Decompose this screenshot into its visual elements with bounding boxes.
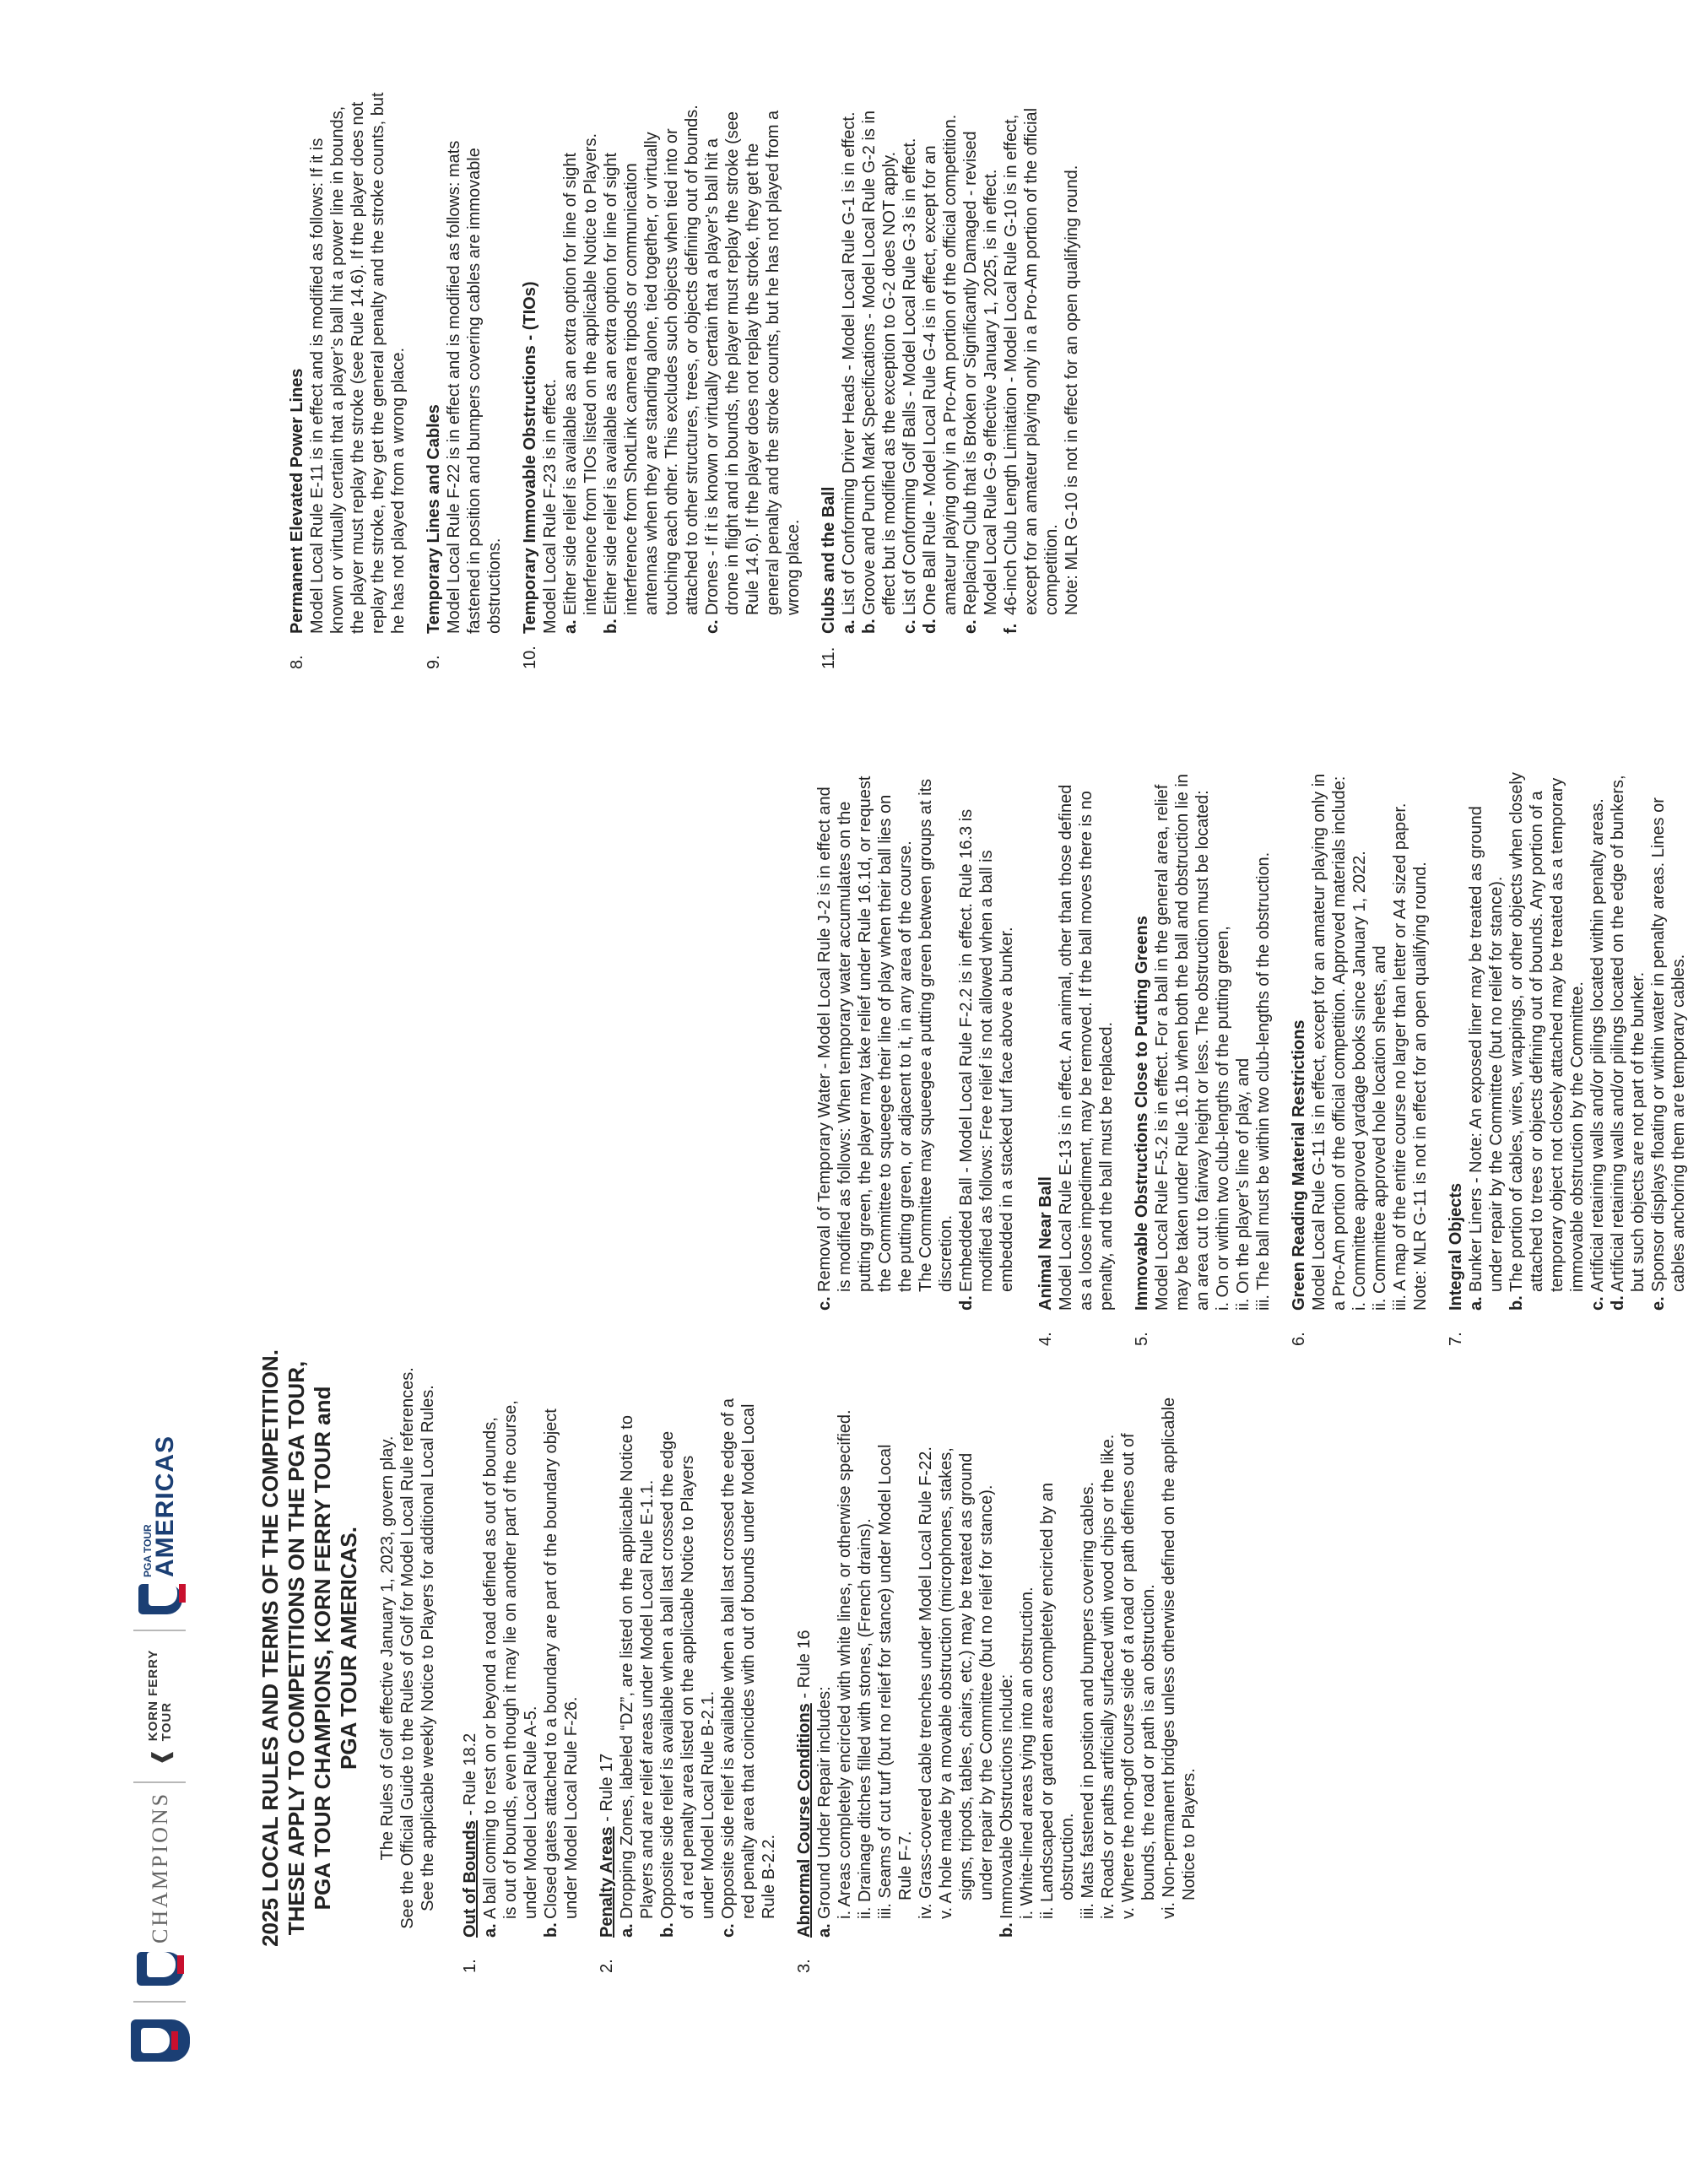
text-line: effect but is modified as the exception to G-2 does NOT apply.	[880, 151, 899, 615]
text-line: temporary object not closely attached may be treated as a temporary	[1548, 777, 1566, 1292]
rule-item-a	[480, 1323, 541, 1938]
rule-item-b	[997, 1323, 1199, 1938]
text-block	[597, 1323, 779, 1938]
text-line: b.	[998, 1922, 1016, 1938]
text-block	[601, 105, 702, 615]
text-line: may be taken under Rule 16.1b when both the ball and obstruction lie in	[1173, 774, 1192, 1311]
text-line: THESE APPLY TO COMPETITIONS ON THE PGA TOUR,	[284, 1360, 309, 1936]
text-line: The Committee may squeegee a putting green between groups at its	[917, 778, 935, 1292]
text-line: b.	[542, 1922, 560, 1938]
text-line: Rule F-7.	[896, 1830, 915, 1900]
text-line: Closed gates attached to a boundary are part of the boundary object	[542, 1408, 560, 1919]
text-line: the player must replay the stroke (see Rule 14.6). If the player does not	[349, 101, 367, 634]
text-block	[819, 0, 1082, 634]
section-animal-near-ball	[1036, 682, 1117, 1346]
text-block	[997, 1397, 1199, 1919]
text-line: Dropping Zones, labeled “DZ”, are listed on the applicable Notice to	[618, 1415, 636, 1919]
text-block	[814, 1409, 997, 1919]
text-line: v. A hole made by a movable obstruction (microphones, stakes,	[937, 1447, 955, 1919]
text-line: TOUR	[160, 1701, 174, 1742]
document-title	[0, 1323, 362, 1973]
section-heading: Clubs and the Ball	[820, 486, 838, 634]
text-line: Model Local Rule G-11 is in effect, except for an amateur playing only in	[1310, 773, 1328, 1311]
section-number: 4.	[1036, 1332, 1055, 1346]
text-line: replay the stroke, they get the general penalty and the stroke counts, but	[369, 92, 387, 634]
text-block	[702, 111, 803, 615]
text-line: c.	[719, 1923, 738, 1938]
text-line: Model Local Rule E-13 is in effect. An animal, other than those defined	[1057, 784, 1075, 1311]
section-heading: Temporary Immovable Obstructions - (TIOs)	[521, 281, 539, 634]
rule-item-b	[601, 0, 702, 634]
text-block	[541, 1408, 582, 1919]
section-temporary-lines-and-cables	[424, 0, 505, 669]
text-line: The Rules of Golf effective January 1, 2023, govern play.	[378, 1435, 397, 1861]
text-line: Drones - If it is known or virtually certain that a player’s ball hit a	[703, 138, 722, 615]
section-immovable-obstructions-putting-greens	[1132, 682, 1274, 1346]
text-line: - Rule 17	[598, 1753, 616, 1827]
text-line: under Model Local Rule A-5.	[522, 1706, 540, 1919]
section-heading: Animal Near Ball	[1036, 1176, 1055, 1311]
section-penalty-areas	[597, 1323, 779, 1973]
text-block	[956, 809, 1017, 1292]
text-block	[1001, 108, 1082, 615]
text-block	[1036, 682, 1117, 1311]
text-block	[859, 111, 900, 615]
korn-ferry-mark-icon: ❰	[147, 1748, 173, 1766]
text-block	[1648, 797, 1688, 1292]
text-block	[460, 1323, 582, 1938]
text-line: antennas when they are standing alone, tied together, or virtually	[642, 132, 661, 615]
text-line: Immovable Obstructions include:	[998, 1673, 1016, 1919]
text-line: c.	[815, 1296, 834, 1311]
section-heading: Penalty Areas	[598, 1826, 616, 1938]
rule-item-a	[560, 0, 601, 634]
section-number: 6.	[1290, 1332, 1308, 1346]
text-line: 2025 LOCAL RULES AND TERMS OF THE COMPETITION.	[257, 1349, 283, 1947]
text-line: immovable obstruction by the Committee.	[1568, 981, 1587, 1292]
text-line: is out of bounds, even though it may lie on another part of the course,	[501, 1400, 520, 1919]
section-number: 11.	[820, 646, 838, 669]
text-line: interference from ShotLink camera tripods or communication	[622, 163, 641, 615]
text-line: a.	[1467, 1296, 1485, 1311]
text-line: i. On or within two club-lengths of the putting green,	[1214, 926, 1232, 1311]
text-line: Artificial retaining walls and/or pilings located on the edge of bunkers,	[1609, 775, 1627, 1292]
section-integral-objects	[1446, 682, 1688, 1346]
rule-item-c	[814, 682, 956, 1311]
text-line: ii. Committee approved hole location sheets, and	[1371, 945, 1389, 1311]
section-heading: Permanent Elevated Power Lines	[288, 368, 306, 634]
rule-item-e	[1648, 682, 1688, 1311]
text-line: List of Conforming Driver Heads - Model Local Rule G-1 is in effect.	[840, 111, 858, 615]
text-line: a Pro-Am portion of the official competition. Approved materials include:	[1330, 776, 1349, 1311]
text-block	[560, 133, 601, 615]
text-line: red penalty area that coincides with out of bounds under Model Local	[739, 1403, 758, 1919]
text-line: discretion.	[937, 1214, 955, 1292]
rule-item-d	[1608, 682, 1648, 1311]
text-line: wrong place.	[784, 519, 803, 615]
column-left	[0, 1323, 1215, 1973]
text-line: PGA TOUR CHAMPIONS, KORN FERRY TOUR and	[310, 1386, 335, 1911]
section-heading: Immovable Obstructions Close to Putting Greens	[1133, 916, 1151, 1311]
rule-item-c	[718, 1323, 779, 1938]
text-line: - Rule 18.2	[461, 1733, 479, 1821]
text-line: Note: MLR G-10 is not in effect for an open qualifying round.	[1063, 165, 1081, 615]
section-abnormal-course-conditions	[794, 1323, 1199, 1973]
rule-item-d	[920, 0, 960, 634]
text-block	[900, 138, 920, 615]
text-line: The portion of cables, wires, wrappings, or other objects when closely	[1507, 772, 1526, 1292]
text-line: but such objects are not part of the bunker.	[1629, 971, 1647, 1292]
text-line: Rule B-2.2.	[760, 1834, 778, 1919]
text-block	[920, 115, 960, 615]
text-line: PGA TOUR AMERICAS.	[336, 1527, 361, 1770]
text-line: ii. On the player’s line of play, and	[1234, 1057, 1252, 1311]
rule-item-b	[1507, 682, 1588, 1311]
text-line: See the applicable weekly Notice to Players for additional Local Rules.	[419, 1385, 437, 1911]
text-line: i. White-lined areas tying into an obstruction.	[1018, 1587, 1036, 1919]
text-line: general penalty and the stroke counts, but he has not played from a	[764, 110, 782, 615]
text-line: a.	[481, 1923, 500, 1938]
text-line: is modified as follows: When temporary water accumulates on the	[836, 801, 854, 1292]
section-number: 7.	[1447, 1332, 1465, 1346]
section-number: 10.	[521, 646, 539, 669]
text-line: Model Local Rule F-22 is in effect and is modified as follows: mats	[445, 140, 463, 634]
text-line: iii. The ball must be within two club-lengths of the obstruction.	[1254, 851, 1273, 1311]
section-permanent-elevated-power-lines	[287, 0, 408, 669]
text-block	[1466, 806, 1507, 1292]
rule-item-c	[900, 0, 920, 634]
text-line: Players and are relief areas under Model Local Rule E-1.1.	[638, 1479, 657, 1919]
logo-divider	[133, 2001, 186, 2003]
text-line: i. Areas completely encircled with white lines, or otherwise specified.	[836, 1409, 854, 1919]
text-line: d.	[921, 619, 939, 634]
column-right	[0, 0, 1097, 669]
rule-item-b	[657, 1323, 718, 1938]
text-line: 46-inch Club Length Limitation - Model Local Rule G-10 is in effect,	[1002, 114, 1020, 615]
text-line: putting green, the player may take relief under Rule 16.1d, or request	[856, 776, 874, 1292]
text-line: drone in flight and in bounds, the player must replay the stroke (see	[723, 111, 742, 615]
text-line: Opposite side relief is available when a ball last crossed the edge	[658, 1430, 677, 1919]
text-line: iii. Seams of cut turf (but no relief for stance) under Model Local	[876, 1444, 895, 1919]
text-line: Model Local Rule F-23 is in effect.	[541, 378, 560, 634]
text-line: Replacing Club that is Broken or Significantly Damaged - revised	[961, 131, 980, 615]
text-line: b.	[602, 619, 620, 634]
section-out-of-bounds	[460, 1323, 582, 1973]
text-line: touching each other. This excludes such objects when tied into or	[663, 128, 681, 615]
rule-item-e	[960, 0, 1001, 634]
text-line: attached to other structures, trees, or objects defining out of bounds.	[683, 105, 701, 615]
section-heading: Abnormal Course Conditions	[795, 1703, 814, 1938]
text-line: bounds, the road or path is an obstruction.	[1139, 1584, 1158, 1900]
text-block	[794, 1323, 1199, 1938]
rule-item-c	[702, 0, 803, 634]
text-line: competition.	[1042, 524, 1061, 615]
text-line: d.	[957, 1295, 976, 1311]
text-line: iii. A map of the entire course no larger than letter or A4 sized paper.	[1391, 803, 1409, 1311]
text-line: Model Local Rule G-9 effective January 1, 2025, is in effect.	[982, 169, 1000, 615]
section-number: 9.	[425, 655, 443, 669]
text-block	[718, 1398, 779, 1919]
text-line: f.	[1002, 623, 1020, 634]
text-line: under repair by the Committee (but no relief for stance).	[1487, 876, 1506, 1292]
text-block	[617, 1415, 657, 1919]
section-heading: Out of Bounds	[461, 1820, 479, 1938]
text-line: except for an amateur playing only in a Pro-Am portion of the official	[1022, 107, 1041, 615]
text-line: Artificial retaining walls and/or pilings located within penalty areas.	[1588, 798, 1607, 1292]
rule-item-a	[1466, 682, 1507, 1311]
text-line: Either side relief is available as an extra option for line of sight	[602, 152, 620, 615]
text-line: under Model Local Rule F-26.	[562, 1696, 581, 1919]
text-line: Either side relief is available as an extra option for line of sight	[561, 152, 580, 615]
text-block	[960, 131, 1001, 615]
text-block	[814, 682, 1017, 1311]
section-green-reading-material	[1289, 682, 1431, 1346]
text-line: obstruction.	[1058, 1813, 1077, 1900]
text-line: i. Committee approved yardage books since January 1, 2022.	[1350, 851, 1369, 1311]
rule-item-f	[1001, 0, 1082, 634]
text-line: a.	[561, 619, 580, 634]
rule-item-a	[617, 1323, 657, 1938]
text-line: b.	[1507, 1295, 1526, 1311]
text-line: b.	[860, 619, 879, 634]
section-temporary-immovable-obstructions	[520, 0, 803, 669]
text-line: ii. Drainage ditches filled with stones, (French drains).	[856, 1518, 874, 1919]
text-line: a.	[618, 1923, 636, 1938]
pga-tour-logo	[127, 2019, 194, 2062]
text-line: Groove and Punch Mark Specifications - Model Local Rule G-2 is in	[860, 110, 879, 615]
text-line: penalty, and the ball must be replaced.	[1097, 1021, 1116, 1311]
rule-item-b	[541, 1323, 582, 1938]
text-block	[657, 1431, 718, 1919]
text-line: fastened in position and bumpers covering cables are immovable	[465, 148, 484, 634]
column-middle	[0, 682, 1688, 1346]
rule-item-a	[814, 1323, 997, 1938]
section-heading: Green Reading Material Restrictions	[1290, 1019, 1308, 1311]
text-line: Ground Under Repair includes:	[815, 1686, 834, 1919]
text-block	[520, 0, 803, 634]
text-line: Notice to Players.	[1180, 1768, 1198, 1900]
rule-item-c	[1588, 682, 1608, 1311]
text-line: KORN FERRY	[146, 1649, 160, 1742]
text-block	[287, 0, 408, 634]
section-number: 1.	[461, 1959, 479, 1973]
text-line: Removal of Temporary Water - Model Local Rule J-2 is in effect and	[815, 787, 834, 1292]
text-block	[839, 111, 859, 615]
text-line: cables anchoring them are temporary cables.	[1669, 954, 1688, 1292]
text-block	[424, 0, 505, 634]
section-number: 5.	[1133, 1332, 1151, 1346]
text-line: AMERICAS	[151, 1435, 179, 1577]
text-line: Embedded Ball - Model Local Rule F-2.2 is in effect. Rule 16.3 is	[957, 808, 976, 1292]
text-line: under Model Local Rule B-2.1.	[699, 1690, 717, 1919]
text-line: a.	[840, 619, 858, 634]
text-line: c.	[901, 619, 919, 634]
text-line: of a red penalty area listed on the applicable Notice to Players	[679, 1455, 697, 1919]
text-line: under repair by the Committee (but no relief for stance).	[977, 1484, 996, 1900]
text-line: Opposite side relief is available when a ball last crossed the edge of a	[719, 1397, 738, 1919]
text-block	[1588, 798, 1608, 1292]
rule-item-d	[956, 682, 1017, 1311]
text-line: Sponsor displays floating or within water in penalty areas. Lines or	[1649, 797, 1668, 1292]
text-line: v. Where the non-golf course side of a road or path defines out of	[1119, 1433, 1138, 1919]
rule-item-a	[839, 0, 859, 634]
text-block	[814, 776, 956, 1292]
champions-wordmark: CHAMPIONS	[148, 1791, 172, 1943]
text-line: e.	[1649, 1296, 1668, 1311]
section-heading: Integral Objects	[1447, 1182, 1465, 1311]
text-line: PGA TOUR	[142, 1524, 154, 1577]
text-line: vi. Non-permanent bridges unless otherwise defined on the applicable	[1160, 1397, 1178, 1919]
section-number: 8.	[288, 655, 306, 669]
text-line: an area cut to fairway height or less. The obstruction must be located:	[1193, 790, 1212, 1311]
pga-tour-shield-icon	[131, 2019, 190, 2062]
rule-item-b	[859, 0, 900, 634]
text-line: e.	[961, 619, 980, 634]
intro-paragraph	[377, 1323, 438, 1973]
text-line: Rule 14.6). If the player does not replay the stroke, they get the	[744, 143, 762, 615]
section-abnormal-course-conditions-continued	[814, 682, 1017, 1311]
text-line: Model Local Rule F-5.2 is in effect. For a ball in the general area, relief	[1153, 784, 1171, 1311]
text-line: ii. Landscaped or garden areas completely encircled by an	[1038, 1483, 1057, 1919]
text-line: Bunker Liners - Note: An exposed liner may be treated as ground	[1467, 806, 1485, 1292]
text-line: b.	[658, 1922, 677, 1938]
section-clubs-and-the-ball	[819, 0, 1082, 669]
text-block	[480, 1400, 541, 1919]
text-line: modified as follows: Free relief is not allowed when a ball is	[977, 850, 996, 1292]
text-line: interference from TIOs listed on the applicable Notice to Players.	[582, 132, 600, 615]
text-line: obstructions.	[485, 538, 504, 634]
text-line: known or virtually certain that a player’s ball hit a power line in bounds,	[328, 105, 347, 634]
text-line: embedded in a stacked turf face above a bunker.	[998, 927, 1016, 1292]
section-number: 3.	[795, 1959, 814, 1973]
text-block	[1608, 775, 1648, 1292]
text-line: A ball coming to rest on or beyond a road defined as out of bounds,	[481, 1417, 500, 1919]
text-line: amateur playing only in a Pro-Am portion of the official competition.	[941, 114, 960, 615]
text-line: the putting green, or adjacent to it, in any area of the course.	[896, 841, 915, 1292]
text-line: iv. Grass-covered cable trenches under Model Local Rule F-22.	[917, 1446, 935, 1919]
text-line: iv. Roads or paths artificially surfaced with wood chips or the like.	[1099, 1434, 1117, 1919]
text-line: the Committee to squeegee their line of play when their ball lies on	[876, 794, 895, 1292]
section-number: 2.	[598, 1959, 616, 1973]
text-line: signs, tripods, tables, chairs, etc.) may be treated as ground	[957, 1452, 976, 1900]
text-line: Note: MLR G-11 is not in effect for an open qualifying round.	[1411, 862, 1430, 1311]
text-line: c.	[703, 619, 722, 634]
text-block	[1132, 682, 1274, 1311]
text-line: Model Local Rule E-11 is in effect and is modified as follows: If it is	[308, 138, 327, 634]
text-line: List of Conforming Golf Balls - Model Local Rule G-3 is in effect.	[901, 138, 919, 615]
text-line: attached to trees or objects defining out of bounds. Any portion of a	[1528, 791, 1546, 1292]
text-line: he has not played from a wrong place.	[389, 347, 408, 634]
section-heading: Temporary Lines and Cables	[425, 404, 443, 634]
text-line: as a loose impediment, may be removed. If the ball moves there is no	[1077, 791, 1096, 1311]
text-line: - Rule 16	[795, 1630, 814, 1704]
text-line: One Ball Rule - Model Local Rule G-4 is in effect, except for an	[921, 145, 939, 615]
text-line: iii. Mats fastened in position and bumpers covering cables.	[1079, 1481, 1097, 1919]
text-line: c.	[1588, 1296, 1607, 1311]
text-block	[1289, 682, 1431, 1311]
text-block	[1446, 682, 1688, 1311]
text-line: d.	[1609, 1295, 1627, 1311]
text-line: See the Official Guide to the Rules of Golf for Model Local Rule references.	[398, 1367, 417, 1929]
text-block	[1507, 772, 1588, 1292]
text-line: a.	[815, 1923, 834, 1938]
